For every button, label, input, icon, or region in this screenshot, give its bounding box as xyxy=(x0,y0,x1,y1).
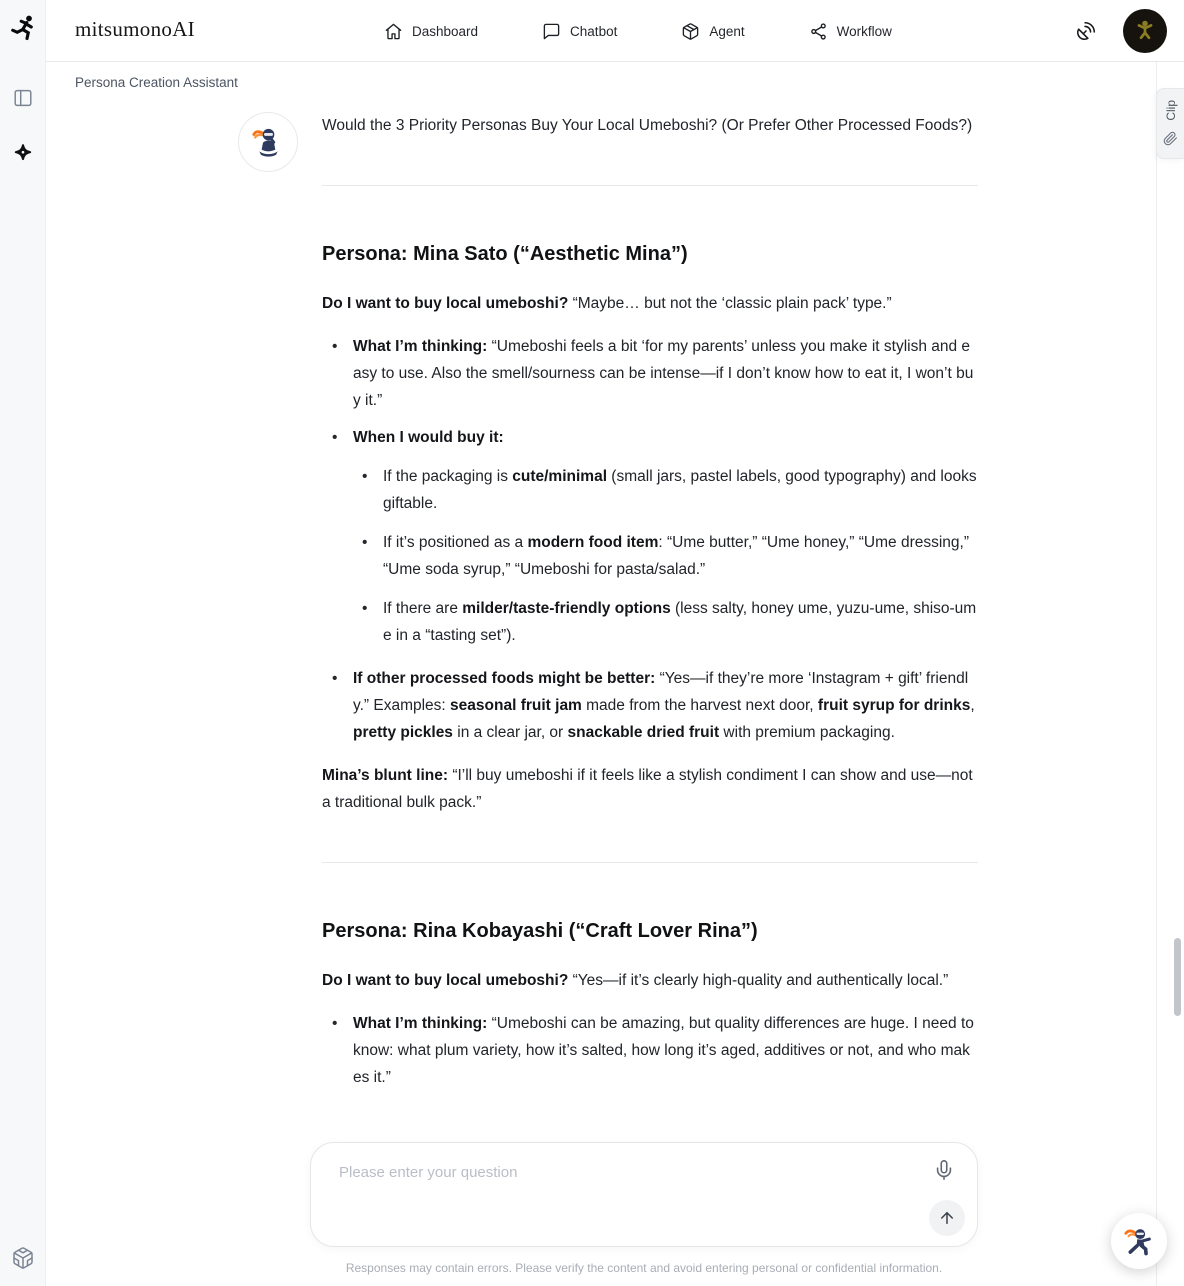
section-divider xyxy=(322,862,978,863)
brand-title: mitsumonoAI xyxy=(75,17,195,41)
panel-toggle-button[interactable] xyxy=(8,83,38,113)
text: , xyxy=(970,697,975,714)
nav-item-label: Workflow xyxy=(836,23,892,39)
arrow-up-icon xyxy=(938,1209,956,1227)
cube-icon xyxy=(681,22,700,41)
send-button[interactable] xyxy=(929,1200,965,1236)
text: “Maybe… but not the ‘classic plain pack’ type.” xyxy=(568,295,892,312)
clip-panel-tab[interactable] xyxy=(1156,88,1184,159)
list-item xyxy=(353,665,978,746)
text: (small jars, pastel labels, good typography) and looks giftable. xyxy=(383,468,977,512)
nav-item-agent[interactable] xyxy=(681,22,744,41)
bullet-list xyxy=(322,1010,978,1091)
text: made from the harvest next door, xyxy=(581,697,818,714)
bullet-list xyxy=(322,333,978,746)
text: “I’ll buy umeboshi if it feels like a stylish condiment I can show and use—not a traditional bulk pack.” xyxy=(322,767,973,811)
list-item xyxy=(353,1010,978,1091)
text: “Yes—if it’s clearly high-quality and authentically local.” xyxy=(568,972,949,989)
user-avatar[interactable] xyxy=(1123,9,1167,53)
microphone-icon[interactable] xyxy=(933,1159,955,1181)
text: in a clear jar, or xyxy=(452,724,568,741)
list-item xyxy=(353,424,978,649)
assistant-name-label: Persona Creation Assistant xyxy=(75,75,238,90)
text: “Umeboshi feels a bit ‘for my parents’ unless you make it stylish and easy to use. Also the smell/sourness can be intense—if I don’t know how to eat it, I won’t buy it.” xyxy=(353,338,974,409)
list-item xyxy=(383,595,978,649)
text: : “Ume butter,” “Ume honey,” “Ume dressing,” “Ume soda syrup,” “Umeboshi for pasta/salad.” xyxy=(383,534,970,578)
user-message-row xyxy=(322,112,978,139)
nav-item-dashboard[interactable] xyxy=(384,22,478,41)
nav-item-label: Dashboard xyxy=(412,23,479,39)
paperclip-icon xyxy=(1163,131,1178,146)
paragraph xyxy=(322,762,978,816)
assistant-fab[interactable] xyxy=(1111,1213,1167,1269)
clip-tab-label: Clip xyxy=(1163,100,1178,121)
list-item xyxy=(383,529,978,583)
composer-area xyxy=(46,1130,1156,1286)
text: (less salty, honey ume, yuzu-ume, shiso-ume in a “tasting set”). xyxy=(383,600,977,644)
nav-item-chatbot[interactable] xyxy=(542,22,617,41)
sparkle-star-icon xyxy=(11,142,35,166)
panel-left-icon xyxy=(12,87,34,109)
scrollbar-thumb[interactable] xyxy=(1174,938,1181,1016)
message-icon xyxy=(542,22,561,41)
home-icon xyxy=(384,22,403,41)
ninja-fab-icon xyxy=(1121,1223,1157,1259)
ninja-runner-logo xyxy=(8,13,38,43)
text: If it’s positioned as a xyxy=(383,534,528,551)
bold-text: What I’m thinking: xyxy=(353,1015,488,1032)
message-avatar xyxy=(238,112,298,172)
top-header xyxy=(46,0,1184,62)
chat-thread xyxy=(322,112,978,1107)
bold-text: snackable dried fruit xyxy=(567,724,720,741)
assistant-shortcut-button[interactable] xyxy=(8,139,38,169)
bold-text: What I’m thinking: xyxy=(353,338,488,355)
left-sidebar xyxy=(0,0,46,1286)
section-divider xyxy=(322,185,978,186)
persona-heading: Persona: Mina Sato (“Aesthetic Mina”) xyxy=(322,243,688,265)
list-item xyxy=(383,463,978,517)
nav-item-workflow[interactable] xyxy=(809,22,892,41)
cube-icon xyxy=(11,1246,35,1270)
bold-text: cute/minimal xyxy=(512,468,607,485)
text: with premium packaging. xyxy=(719,724,895,741)
bold-text: seasonal fruit jam xyxy=(450,697,582,714)
bold-text: When I would buy it: xyxy=(353,429,504,446)
paragraph xyxy=(322,967,978,994)
right-rail xyxy=(1156,62,1184,1286)
bullet-list xyxy=(353,463,978,649)
satellite-dish-icon[interactable] xyxy=(1075,20,1097,42)
bold-text: fruit syrup for drinks xyxy=(817,697,971,714)
text: If the packaging is xyxy=(383,468,513,485)
text: “Umeboshi can be amazing, but quality differences are huge. I need to know: what plum variety, how it’s salted, how long it’s aged, additives or not, and who makes it.” xyxy=(353,1015,974,1086)
bold-text: Do I want to buy local umeboshi? xyxy=(322,972,569,989)
user-message-text: Would the 3 Priority Personas Buy Your Local Umeboshi? (Or Prefer Other Processed Foods?) xyxy=(322,117,973,134)
chat-area xyxy=(46,62,1156,1286)
bold-text: milder/taste-friendly options xyxy=(462,600,671,617)
nav-item-label: Agent xyxy=(709,23,745,39)
bold-text: pretty pickles xyxy=(353,724,453,741)
bold-text: If other processed foods might be better: xyxy=(353,670,656,687)
question-input-box xyxy=(310,1142,978,1247)
list-item xyxy=(353,333,978,414)
share-icon xyxy=(809,22,828,41)
disclaimer-text: Responses may contain errors. Please verify the content and avoid entering personal or confidential information. xyxy=(345,1261,943,1275)
text: “Yes—if they’re more ‘Instagram + gift’ friendly.” Examples: xyxy=(353,670,969,714)
main-nav xyxy=(384,0,892,62)
sandbox-button[interactable] xyxy=(8,1243,38,1273)
bold-text: modern food item xyxy=(527,534,659,551)
nav-item-label: Chatbot xyxy=(570,23,618,39)
text: If there are xyxy=(383,600,463,617)
persona-heading: Persona: Rina Kobayashi (“Craft Lover Rina”) xyxy=(322,920,758,942)
bold-text: Do I want to buy local umeboshi? xyxy=(322,295,569,312)
assistant-message xyxy=(322,185,978,1091)
header-right xyxy=(1075,0,1167,62)
question-input[interactable] xyxy=(311,1143,977,1246)
bold-text: Mina’s blunt line: xyxy=(322,767,449,784)
paragraph xyxy=(322,290,978,317)
